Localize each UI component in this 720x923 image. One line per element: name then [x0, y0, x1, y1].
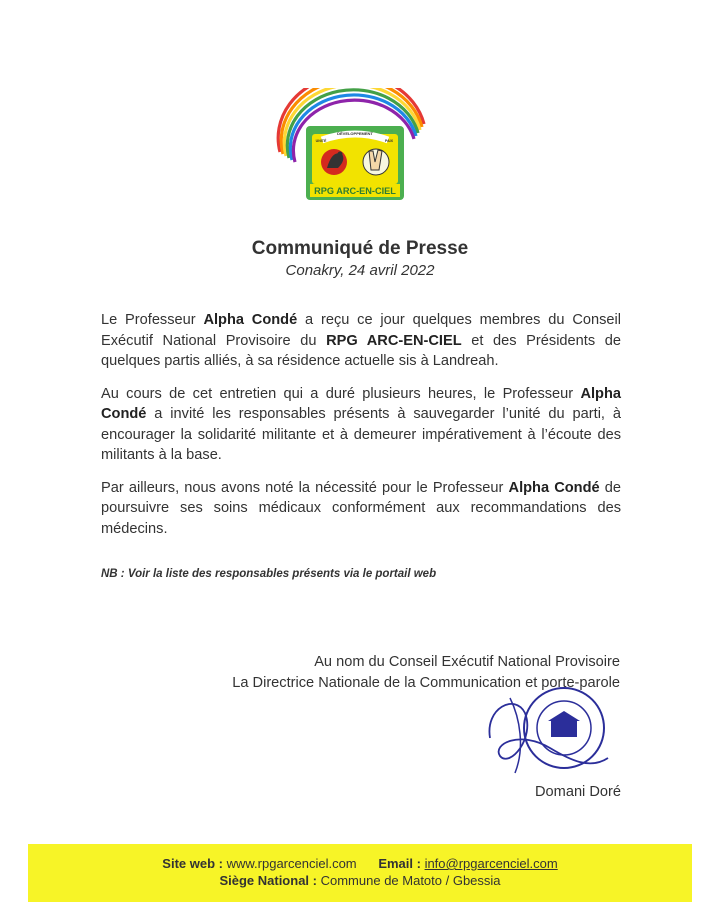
official-stamp: [480, 678, 620, 788]
rpg-arc-en-ciel-logo: [272, 88, 432, 204]
hq-label: Siège National :: [219, 873, 317, 888]
logo-motto-top: DÉVELOPPEMENT: [337, 131, 373, 136]
footer-line-2: [28, 873, 692, 888]
signature-line-2: La Directrice Nationale de la Communication et porte-parole: [232, 675, 620, 691]
page-title: Communiqué de Presse: [251, 238, 469, 259]
site-label: Site web :: [162, 856, 223, 871]
rooster-icon: [321, 149, 347, 175]
paragraph-2: Au cours de cet entretien qui a duré plusieurs heures, le Professeur Alpha Condé a invité les responsables présents à sauvegarder l’unité du parti, à encourager la solidarité militante et à demeurer impérativement à l’écoute des militants à la base.: [101, 385, 621, 463]
dateline: Conakry, 24 avril 2022: [285, 262, 435, 279]
site-link[interactable]: www.rpgarcenciel.com: [226, 856, 357, 871]
paragraph-3: Par ailleurs, nous avons noté la nécessité pour le Professeur Alpha Condé de poursuivre ses soins médicaux conformément aux recommandations des médecins.: [101, 479, 621, 537]
name-alpha-conde: Alpha Condé: [508, 479, 600, 496]
footer-line-1: [28, 856, 692, 871]
hq-value: Commune de Matoto / Gbessia: [320, 873, 501, 888]
party-name: RPG ARC-EN-CIEL: [326, 332, 462, 349]
paragraph-1: Le Professeur Alpha Condé a reçu ce jour quelques membres du Conseil Exécutif National Provisoire du RPG ARC-EN-CIEL et des Présidents de quelques partis alliés, à sa résidence actuelle sis à Landreah.: [101, 312, 621, 369]
logo-motto-left: UNITÉ: [315, 139, 327, 143]
nb-note: NB : Voir la liste des responsables présents via le portail web: [101, 568, 437, 580]
email-link[interactable]: info@rpgarcenciel.com: [424, 856, 558, 871]
victory-hand-icon: [363, 149, 389, 175]
press-release-body: [101, 310, 621, 551]
name-alpha-conde: Alpha Condé: [101, 385, 621, 422]
logo-banner-text: RPG ARC-EN-CIEL: [314, 186, 396, 196]
footer-banner: [28, 844, 692, 902]
signatory-name: Domani Doré: [535, 784, 621, 800]
signature-line-1: Au nom du Conseil Exécutif National Provisoire: [314, 654, 620, 670]
logo-motto-right: PAIX: [384, 139, 394, 143]
email-label: Email :: [378, 856, 421, 871]
stamp-emblem-icon: [548, 711, 580, 737]
name-alpha-conde: Alpha Condé: [203, 312, 298, 328]
